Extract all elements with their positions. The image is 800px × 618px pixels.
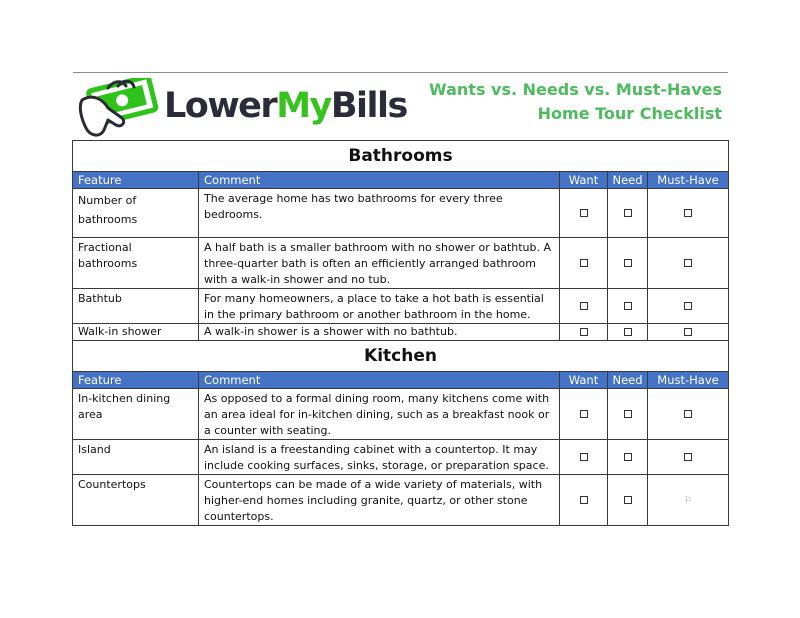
lowermybills-logo — [78, 78, 408, 142]
want-checkbox[interactable] — [580, 328, 588, 336]
section-header-bathrooms — [73, 141, 729, 172]
table-row — [73, 389, 729, 440]
must-have-checkbox[interactable] — [684, 328, 692, 336]
comment-cell: The average home has two bathrooms for every three bedrooms. — [199, 189, 560, 238]
feature-cell: Countertops — [73, 475, 199, 526]
column-header-row — [73, 172, 729, 189]
need-checkbox[interactable] — [624, 496, 632, 504]
comment-cell: For many homeowners, a place to take a hot bath is essential in the primary bathroom or another bathroom in the home. — [199, 289, 560, 324]
want-checkbox[interactable] — [580, 259, 588, 267]
want-checkbox[interactable] — [580, 410, 588, 418]
must-have-checkbox[interactable] — [684, 410, 692, 418]
feature-cell: Island — [73, 440, 199, 475]
col-feature: Feature — [73, 372, 199, 389]
need-checkbox[interactable] — [624, 209, 632, 217]
checklist-table — [72, 140, 729, 526]
title-line-2: Home Tour Checklist — [537, 104, 722, 123]
need-checkbox[interactable] — [624, 302, 632, 310]
comment-cell: As opposed to a formal dining room, many kitchens come with an area ideal for in-kitchen dining, such as a breakfast nook or a counter with seating. — [199, 389, 560, 440]
want-checkbox[interactable] — [580, 496, 588, 504]
col-comment: Comment — [199, 172, 560, 189]
table-row — [73, 475, 729, 526]
title-line-1: Wants vs. Needs vs. Must-Haves — [429, 80, 722, 99]
must-have-checkbox[interactable] — [684, 259, 692, 267]
table-row — [73, 440, 729, 475]
feature-cell: In-kitchen dining area — [73, 389, 199, 440]
comment-cell: An island is a freestanding cabinet with a countertop. It may include cooking surfaces, sinks, storage, or preparation space. — [199, 440, 560, 475]
logo-wordmark: LowerMyBills — [164, 86, 407, 126]
want-checkbox[interactable] — [580, 453, 588, 461]
comment-cell: A walk-in shower is a shower with no bathtub. — [199, 324, 560, 341]
must-have-checkbox[interactable] — [684, 302, 692, 310]
column-header-row — [73, 372, 729, 389]
feature-cell: Number of bathrooms — [73, 189, 199, 238]
hand-holding-cash-icon — [78, 78, 162, 142]
want-checkbox[interactable] — [580, 209, 588, 217]
section-header-kitchen — [73, 341, 729, 372]
top-divider — [73, 72, 728, 73]
need-checkbox[interactable] — [624, 328, 632, 336]
table-row — [73, 189, 729, 238]
col-feature: Feature — [73, 172, 199, 189]
feature-cell: Fractional bathrooms — [73, 238, 199, 289]
need-checkbox[interactable] — [624, 410, 632, 418]
table-row — [73, 289, 729, 324]
need-checkbox[interactable] — [624, 453, 632, 461]
col-want: Want — [560, 372, 608, 389]
section-title: Bathrooms — [73, 141, 729, 172]
want-checkbox[interactable] — [580, 302, 588, 310]
feature-cell: Walk-in shower — [73, 324, 199, 341]
col-need: Need — [608, 172, 648, 189]
feature-cell: Bathtub — [73, 289, 199, 324]
comment-cell: Countertops can be made of a wide variety of materials, with higher-end homes including granite, quartz, or other stone countertops. — [199, 475, 560, 526]
need-checkbox[interactable] — [624, 259, 632, 267]
must-have-checkbox[interactable] — [684, 453, 692, 461]
flag-icon[interactable]: ⚐ — [683, 495, 693, 506]
col-comment: Comment — [199, 372, 560, 389]
col-want: Want — [560, 172, 608, 189]
must-have-checkbox[interactable] — [684, 209, 692, 217]
document-title — [429, 78, 722, 126]
col-must-have: Must-Have — [648, 172, 729, 189]
section-title: Kitchen — [73, 341, 729, 372]
table-row — [73, 238, 729, 289]
col-must-have: Must-Have — [648, 372, 729, 389]
comment-cell: A half bath is a smaller bathroom with no shower or bathtub. A three-quarter bath is often an efficiently arranged bathroom with a walk-in shower and no tub. — [199, 238, 560, 289]
col-need: Need — [608, 372, 648, 389]
table-row — [73, 324, 729, 341]
